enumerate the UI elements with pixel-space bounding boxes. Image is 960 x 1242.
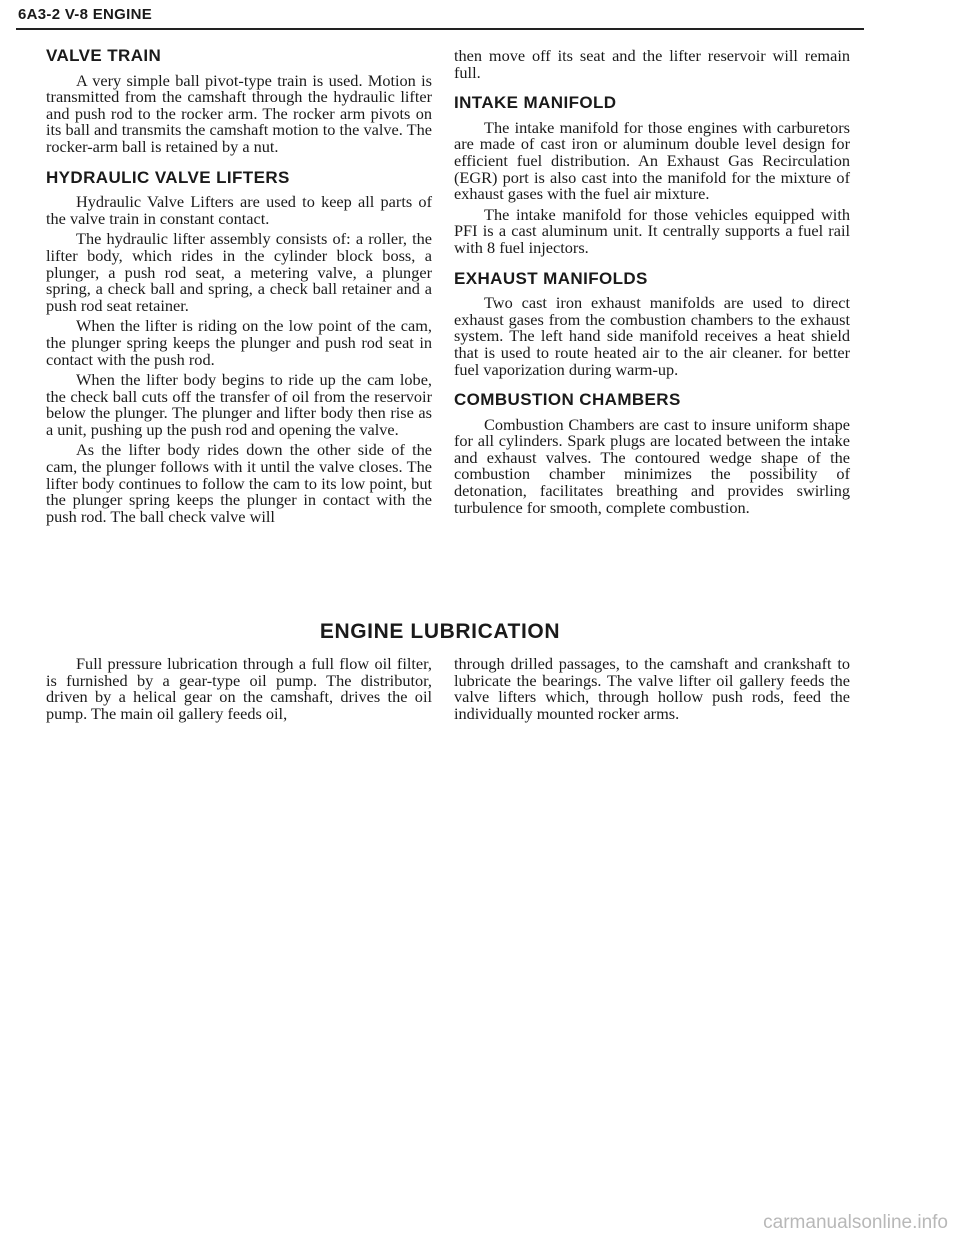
intake-heading: INTAKE MANIFOLD <box>454 93 617 113</box>
lubrication-paragraph-left: Full pressure lubrication through a full flow oil filter, is furnished by a gear-type oil pump. The distributor, driven by a helical gear on the camshaft, drives the oil pump. The main oil gallery feeds oil, <box>46 654 432 723</box>
combustion-heading: COMBUSTION CHAMBERS <box>454 390 681 410</box>
exhaust-paragraph: Two cast iron exhaust manifolds are used to direct exhaust gases from the combustion chambers to the exhaust system. The left hand side manifold receives a heat shield that is used to route heated air to the air cleaner. for better fuel vaporization during warm-up. <box>454 293 850 379</box>
page-header: 6A3-2 V-8 ENGINE <box>18 6 153 23</box>
lifters-paragraph-2: The hydraulic lifter assembly consists of: a roller, the lifter body, which rides in the cylinder block boss, a plunger, a push rod seat, a metering valve, a plunger spring, a check ball and spring, a check ball retainer and a push rod seat retainer. <box>46 229 432 315</box>
lubrication-paragraph-right: through drilled passages, to the camshaft and crankshaft to lubricate the bearings. The valve lifter oil gallery feeds the valve lifters which, through hollow push rods, feed the individually mounted rocker arms. <box>454 654 850 723</box>
combustion-paragraph: Combustion Chambers are cast to insure uniform shape for all cylinders. Spark plugs are located between the intake and exhaust valves. The contoured wedge shape of the combustion chamber minimizes the possibility of detonation, facilitates breathing and provides swirling turbulence for smooth, complete combustion. <box>454 414 850 517</box>
lifters-paragraph-4: When the lifter body begins to ride up the cam lobe, the check ball cuts off the transfer of oil from the reservoir below the plunger. The plunger and lifter body then rise as a unit, pushing up the push rod and opening the valve. <box>46 370 432 439</box>
intake-paragraph-2: The intake manifold for those vehicles equipped with PFI is a cast aluminum unit. It centrally supports a fuel rail with 8 fuel injectors. <box>454 204 850 257</box>
lifters-paragraph-1: Hydraulic Valve Lifters are used to keep all parts of the valve train in constant contact. <box>46 192 432 228</box>
lubrication-heading: ENGINE LUBRICATION <box>319 620 561 643</box>
exhaust-heading: EXHAUST MANIFOLDS <box>454 268 648 288</box>
lifters-paragraph-3: When the lifter is riding on the low point of the cam, the plunger spring keeps the plunger and push rod seat in contact with the push rod. <box>46 316 432 369</box>
right-column <box>454 48 850 520</box>
continued-paragraph: then move off its seat and the lifter reservoir will remain full. <box>454 46 850 82</box>
valve-train-paragraph: A very simple ball pivot-type train is used. Motion is transmitted from the camshaft through the hydraulic lifter and push rod to the rocker arm. The rocker arm pivots on its ball and transmits the camshaft motion to the valve. The rocker-arm ball is retained by a nut. <box>46 70 432 156</box>
intake-paragraph-1: The intake manifold for those engines with carburetors are made of cast iron or aluminum double level design for efficient fuel distribution. An Exhaust Gas Recirculation (EGR) port is also cast into the manifold for the mixture of exhaust gases with the fuel air mixture. <box>454 117 850 204</box>
lubrication-right-column <box>454 656 850 726</box>
lubrication-left-column <box>46 656 432 726</box>
watermark: carmanualsonline.info <box>763 1212 948 1233</box>
left-column <box>46 48 432 529</box>
valve-train-heading: VALVE TRAIN <box>46 46 162 65</box>
lifters-heading: HYDRAULIC VALVE LIFTERS <box>46 167 290 187</box>
header-rule <box>16 28 864 30</box>
lifters-paragraph-5: As the lifter body rides down the other side of the cam, the plunger follows with it until the valve closes. The lifter body continues to follow the cam to its low point, but the plunger spring keeps the plunger in contact with the push rod. The ball check valve will <box>46 440 432 526</box>
